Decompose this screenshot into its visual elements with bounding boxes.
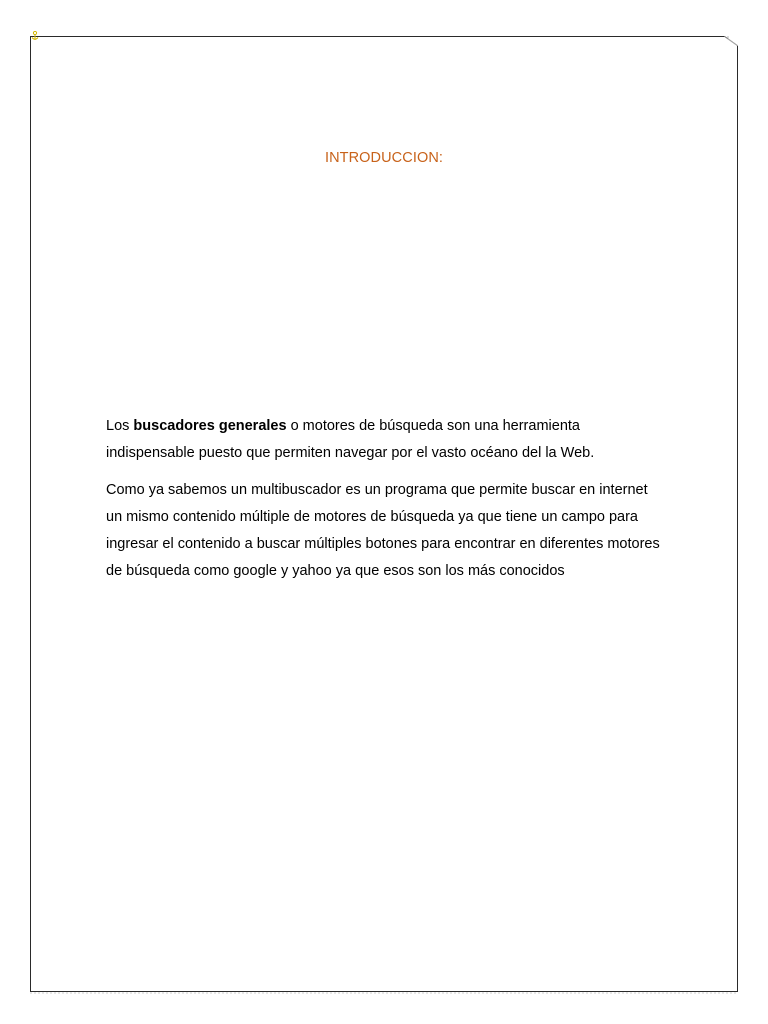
paragraph-2: Como ya sabemos un multibuscador es un programa que permite buscar en internet un mismo contenido múltiple de motores de búsqueda ya que tiene un campo para ingresar el contenido a buscar múltiples botones para encontrar en diferentes motores de búsqueda como google y yahoo ya que esos son los más conocidos [106, 482, 660, 579]
document-body [106, 413, 666, 595]
document-heading: INTRODUCCION: [324, 150, 444, 166]
page-fold-icon [724, 36, 738, 46]
paragraph-1-rest: o motores de búsqueda son una herramienta indispensable puesto que permiten navegar por el vasto océano del la Web. [106, 418, 595, 461]
anchor-icon[interactable] [31, 31, 39, 41]
paragraph-1-bold: buscadores generales [133, 418, 287, 434]
page-bottom-divider [30, 990, 738, 996]
paragraph-1-lead: Los [106, 418, 134, 434]
paragraph-1 [106, 413, 666, 467]
